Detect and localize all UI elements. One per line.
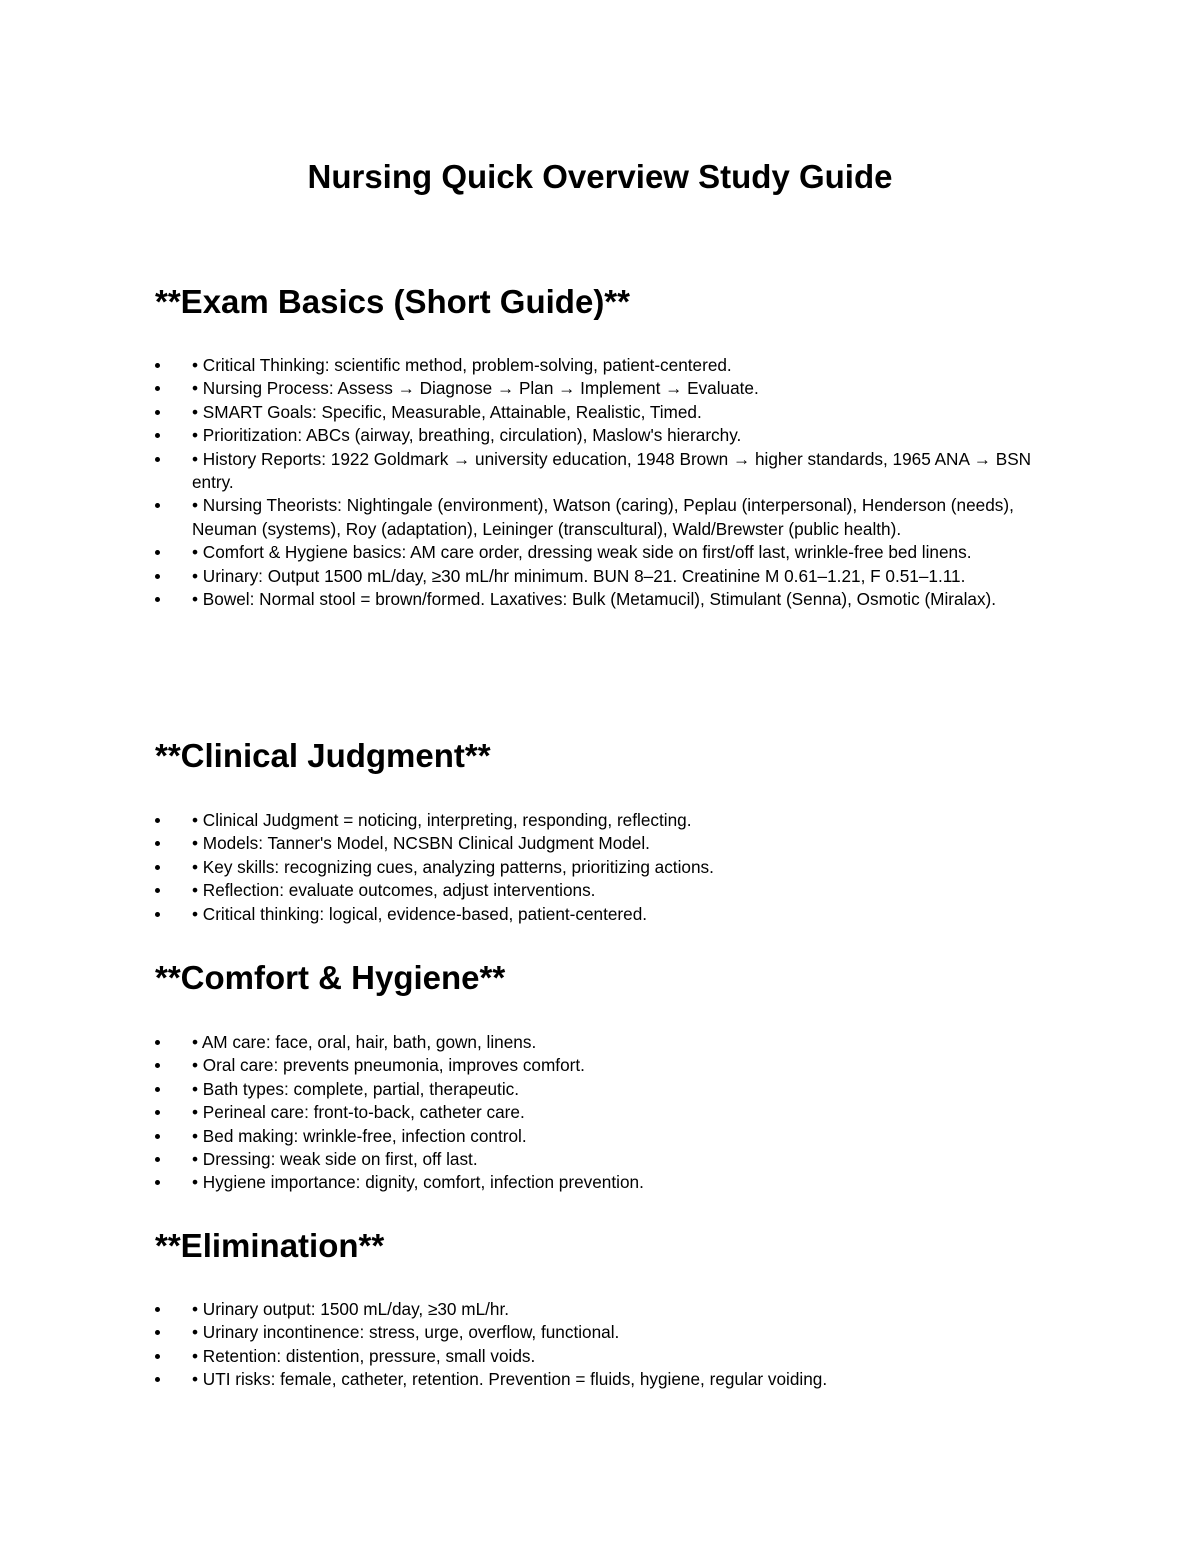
list-item — [155, 903, 1055, 926]
list-item — [155, 401, 1055, 424]
bullet-icon — [155, 386, 160, 391]
list-item-text: • Comfort & Hygiene basics: AM care order, dressing weak side on first/off last, wrinkle-free bed linens. — [192, 542, 972, 563]
list-item-text: • Key skills: recognizing cues, analyzing patterns, prioritizing actions. — [192, 856, 714, 877]
bullet-icon — [155, 1180, 160, 1185]
section-heading-exam-basics: **Exam Basics (Short Guide)** — [155, 283, 630, 320]
bullet-icon — [155, 1087, 160, 1092]
bullet-icon — [155, 818, 160, 823]
section-heading-comfort-hygiene: **Comfort & Hygiene** — [155, 959, 506, 996]
list-item-text: • Nursing Process: Assess → Diagnose → Plan → Implement → Evaluate. — [192, 378, 759, 399]
bullet-icon — [155, 457, 160, 462]
bullet-icon — [155, 888, 160, 893]
list-item-text: • Clinical Judgment = noticing, interpreting, responding, reflecting. — [192, 810, 692, 830]
bullet-icon — [155, 1134, 160, 1139]
list-item-text: • Nursing Theorists: Nightingale (environment), Watson (caring), Peplau (interpersonal), Henderson (needs), Neuman (systems), Roy (adaptation), Leininger (transcultural), Wald/Brewster (public health). — [192, 495, 1014, 539]
list-item — [155, 588, 1055, 611]
bullet-icon — [155, 574, 160, 579]
list-item — [155, 1078, 1055, 1101]
bullet-icon — [155, 1307, 160, 1312]
bullet-icon — [155, 1063, 160, 1068]
list-item — [155, 494, 1055, 541]
bullet-icon — [155, 841, 160, 846]
clinical-judgment-list — [155, 809, 1055, 926]
list-item — [155, 1298, 1055, 1321]
list-item — [155, 1368, 1055, 1391]
list-item — [155, 1101, 1055, 1124]
list-item-text: • Models: Tanner's Model, NCSBN Clinical Judgment Model. — [192, 833, 650, 854]
list-item-text: • Prioritization: ABCs (airway, breathing, circulation), Maslow's hierarchy. — [192, 425, 742, 446]
list-item — [155, 832, 1055, 855]
list-item-text: • Oral care: prevents pneumonia, improves comfort. — [192, 1055, 585, 1076]
section-heading-elimination: **Elimination** — [155, 1227, 385, 1264]
elimination-list — [155, 1298, 1055, 1392]
list-item-text: • Urinary output: 1500 mL/day, ≥30 mL/hr. — [192, 1299, 510, 1319]
list-item-text: • Bowel: Normal stool = brown/formed. Laxatives: Bulk (Metamucil), Stimulant (Senna), Osmotic (Miralax). — [192, 589, 997, 610]
bullet-icon — [155, 363, 160, 368]
bullet-icon — [155, 1377, 160, 1382]
list-item — [155, 377, 1055, 400]
bullet-icon — [155, 597, 160, 602]
list-item — [155, 565, 1055, 588]
bullet-icon — [155, 912, 160, 917]
list-item — [155, 541, 1055, 564]
comfort-hygiene-list — [155, 1031, 1055, 1195]
list-item — [155, 1031, 1055, 1054]
list-item-text: • UTI risks: female, catheter, retention. Prevention = fluids, hygiene, regular voiding. — [192, 1369, 828, 1390]
bullet-icon — [155, 1110, 160, 1115]
bullet-icon — [155, 1354, 160, 1359]
list-item-text: • Hygiene importance: dignity, comfort, infection prevention. — [192, 1172, 644, 1193]
list-item — [155, 424, 1055, 447]
list-item — [155, 879, 1055, 902]
list-item-text: • SMART Goals: Specific, Measurable, Attainable, Realistic, Timed. — [192, 401, 702, 422]
bullet-icon — [155, 1330, 160, 1335]
list-item — [155, 856, 1055, 879]
bullet-icon — [155, 550, 160, 555]
bullet-icon — [155, 503, 160, 508]
list-item-text: • Urinary incontinence: stress, urge, overflow, functional. — [192, 1322, 620, 1343]
list-item — [155, 448, 1055, 495]
list-item-text: • Dressing: weak side on first, off last. — [192, 1149, 478, 1170]
bullet-icon — [155, 1040, 160, 1045]
list-item — [155, 1054, 1055, 1077]
list-item — [155, 1321, 1055, 1344]
list-item-text: • Critical thinking: logical, evidence-based, patient-centered. — [192, 903, 648, 924]
list-item — [155, 1345, 1055, 1368]
list-item — [155, 1171, 1055, 1194]
list-item — [155, 354, 1055, 377]
list-item-text: • Urinary: Output 1500 mL/day, ≥30 mL/hr minimum. BUN 8–21. Creatinine M 0.61–1.21, F 0.51–1.11. — [192, 565, 966, 586]
exam-basics-list — [155, 354, 1055, 611]
section-heading-clinical-judgment: **Clinical Judgment** — [155, 737, 491, 774]
list-item-text: • Retention: distention, pressure, small voids. — [192, 1345, 536, 1366]
list-item — [155, 1125, 1055, 1148]
list-item — [155, 809, 1055, 832]
list-item-text: • Bath types: complete, partial, therapeutic. — [192, 1078, 520, 1099]
bullet-icon — [155, 433, 160, 438]
list-item-text: • Critical Thinking: scientific method, problem-solving, patient-centered. — [192, 355, 732, 375]
list-item — [155, 1148, 1055, 1171]
bullet-icon — [155, 410, 160, 415]
bullet-icon — [155, 1157, 160, 1162]
document-title: Nursing Quick Overview Study Guide — [307, 158, 893, 195]
list-item-text: • History Reports: 1922 Goldmark → university education, 1948 Brown → higher standards, 1965 ANA → BSN entry. — [192, 448, 1032, 493]
bullet-icon — [155, 865, 160, 870]
list-item-text: • Reflection: evaluate outcomes, adjust interventions. — [192, 880, 596, 901]
list-item-text: • Perineal care: front-to-back, catheter care. — [192, 1102, 525, 1123]
list-item-text: • Bed making: wrinkle-free, infection control. — [192, 1125, 527, 1146]
list-item-text: • AM care: face, oral, hair, bath, gown, linens. — [192, 1032, 537, 1052]
